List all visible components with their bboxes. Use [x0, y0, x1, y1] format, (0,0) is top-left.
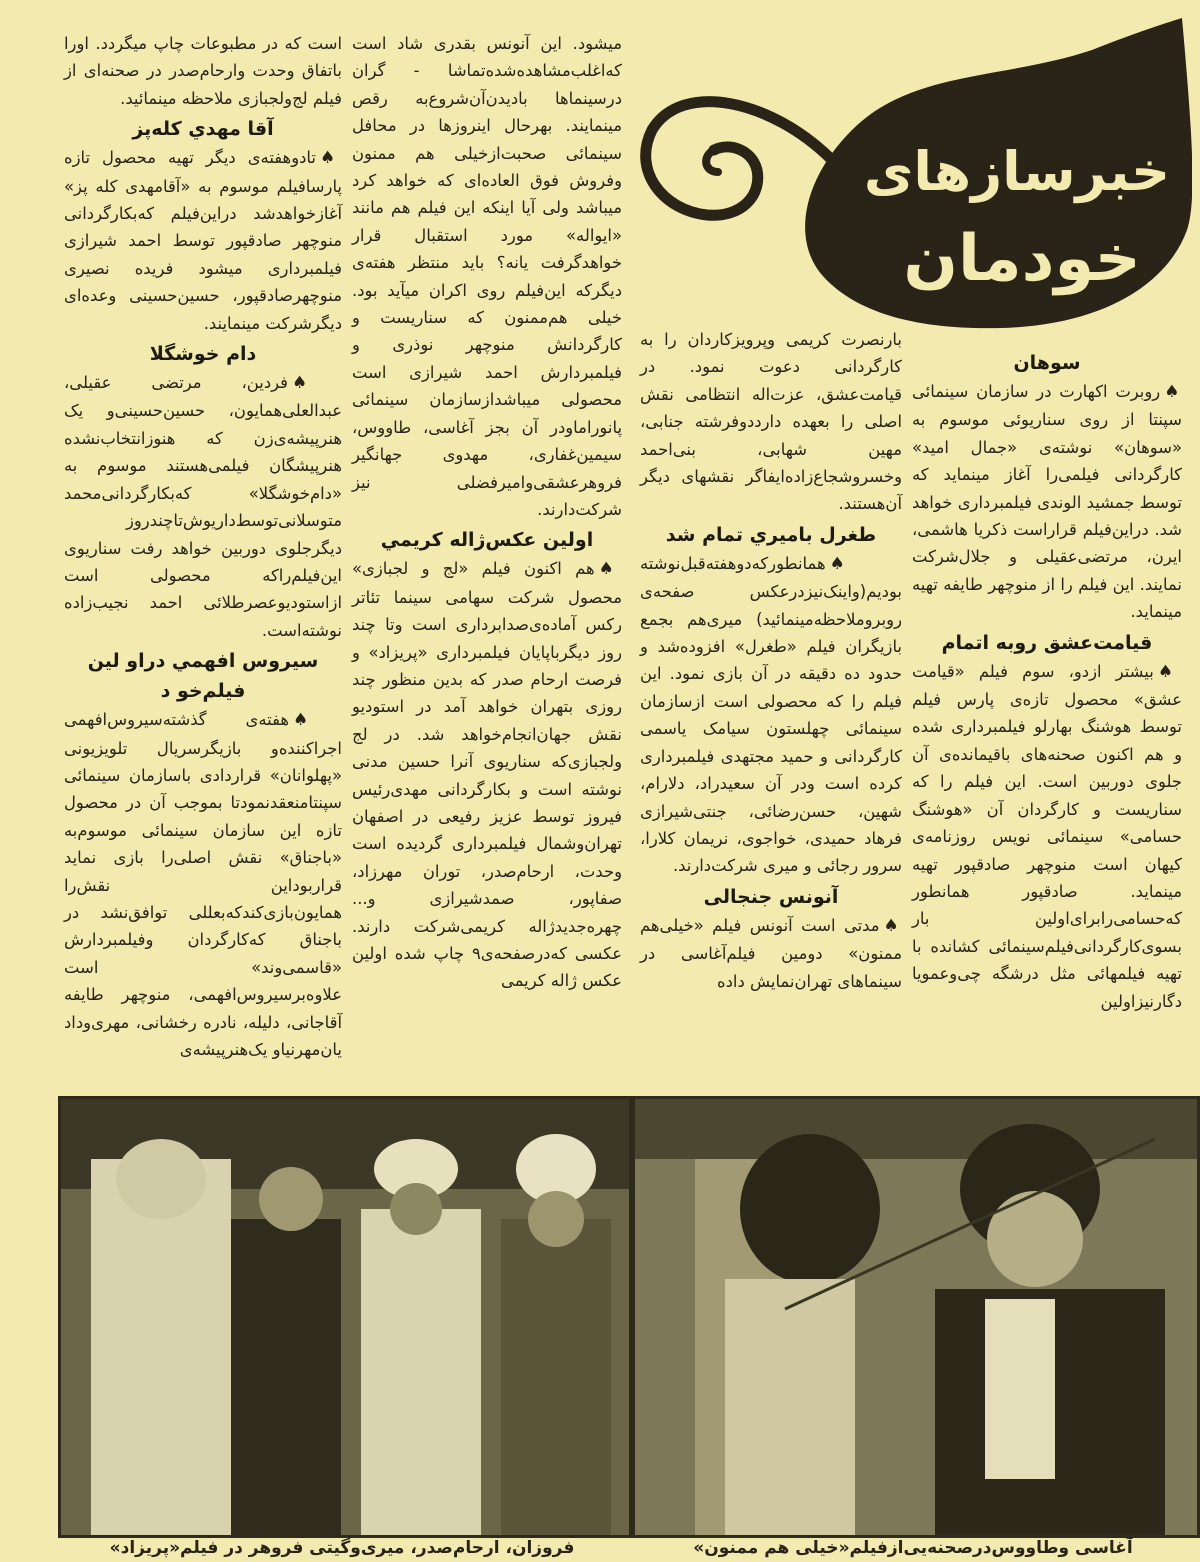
logo-line2: خودمان: [903, 222, 1141, 296]
paragraph: [64, 144, 342, 337]
logo-line1: خبرسازهای: [863, 140, 1171, 203]
heading-agha-mehdi: آقا مهدي كله‌پز: [132, 118, 274, 141]
paragraph-text: فردین، مرتضی عقیلی، عبدالعلی‌همایون، حسین‌حسینی‌و یک هنرپیشه‌ی‌زن که هنوزانتخاب‌نشده هنرپیشگان فیلمی‌هستند موسوم به «دام‌خوشگلا» که‌بکارگردانی‌محمد متوسلانی‌توسط‌داریوش‌تاچندروز دیگرجلوی دوربین خواهد رفت سناریوی این‌فیلم‌راکه محصولی است ازاستودیوعصرطلائی احمد نجیب‌زاده نوشته‌است.: [64, 373, 342, 640]
paragraph: [64, 369, 342, 644]
heading-sohan: سوهان: [1013, 352, 1081, 374]
paragraph-text: هم اکنون فیلم «لج و لجبازی» محصول شرکت سهامی سینما تئاتر رکس آماده‌ی‌صدابرداری است وتا چند روز دیگربا‌پایان فیلمبرداری «پریزاد» و فرصت ارحام صدر که بدین منظور چند روزی بتهران خواهد آمد در استودیو نقش جهان‌انجام‌خواهد شد. در لج ولجبازی‌که سناریوی آنرا حسین مدنی نوشته است و بکارگردانی مهدی‌رئیس فیروز توسط عزیز رفیعی در اصفهان تهران‌وشمال فیلمبرداری گردیده است وحدت، ارحام‌صدر، توران مهرزاد، صفاپور، صمد‌شیرازی و... چهره‌جدیدژاله کریمی‌شرکت دارند. عکسی که‌درصفحه‌ی۹ چاپ شده اولین عکس ژاله کریمی: [352, 559, 622, 991]
spade-icon: ♠: [319, 148, 342, 169]
heading-jaleh-karimi: اولين عكس‌ژاله كريمي: [380, 529, 594, 552]
section-logo: [622, 10, 1192, 340]
spade-icon: ♠: [829, 553, 902, 574]
paragraph-text: تادوهفته‌ی دیگر تهیه محصول تازه پارسافیلم موسوم به «آقامهدی کله پز» آغازخواهدشد دراین‌فیلم که‌بکارگردانی منوچهر صادقپور توسط احمد شیرازی فیلمبرداری میشود فریده نصیری منوچهرصادقپور، حسین‌حسینی وعده‌ای دیگرشرکت مینمایند.: [64, 148, 342, 333]
photo-parizad: [58, 1096, 632, 1538]
spade-icon: ♠: [1157, 661, 1183, 682]
paragraph: [352, 555, 622, 995]
paragraph: [64, 706, 342, 1063]
paragraph-text: همانطورکه‌دوهفته‌قبل‌نوشته بودیم(واینک‌نیزدرعکس صفحه‌ی روبرو‌ملاحظه‌مینمائید) میری‌هم بجمع بازیگران فیلم «طغرل» افزوده‌شد و حدود ده دقیقه در آن بازی نمود. این فیلم را که محصولی است ازسازمان سینمائی چهلستون سیامک یاسمی کارگردانی و حمید مجتهدی فیلمبرداری کرده است ودر آن سعیدراد، دلارام، شهین، حسن‌رضائی، جنتی‌شیرازی فرهاد حمیدی، خواجوی، نریمان کلارا، سرور رجائی و میری شرکت‌دارند.: [640, 553, 902, 876]
column-1: [912, 346, 1182, 1015]
paragraph: بارنصرت کریمی وپرویزکاردان را به کارگردانی دعوت نمود. در قیامت‌عشق، عزت‌اله انتظامی نقش اصلی را بعهده دارددوفرشته جنابی، مهین شهابی، بنی‌احمد وخسروشجاع‌زاده‌ایفاگر نقشهای دیگر آن‌هستند.: [640, 330, 902, 514]
caption-left: فروزان، ارحام‌صدر، میری‌وگیتی فروهر در فیلم«پریزاد»: [109, 1538, 575, 1558]
paragraph-text: روبرت اکهارت در سازمان سینمائی سپنتا از روی سناریوئی موسوم به «سوهان» نوشته‌ی «جمال امید» کارگردانی فیلمی‌را آغاز مینماید که توسط جمشید الوندی فیلمبرداری خواهد شد. دراین‌فیلم قراراست ذکریا هاشمی، ایرن، مرتضی‌عقیلی و جلال‌شرکت نمایند. این فیلم را از منوچهر طایفه تهیه مینماید.: [912, 382, 1182, 622]
heading-dam-khoshgela: دام خوشگلا: [149, 343, 257, 366]
paragraph: است که در مطبوعات چاپ میگردد. اورا باتفاق وحدت وارحام‌صدر در صحنه‌ای از فیلم لج‌ولجبازی ملاحظه مینمائید.: [64, 34, 342, 108]
spade-icon: ♠: [598, 559, 622, 580]
paragraph: میشود. این آنونس بقدری شاد است که‌اغلب‌مشاهده‌شده‌تماشا - گران درسینماها بادیدن‌آن‌شروع‌به رقص مینمایند. بهرحال اینروزها در محافل سینمائی صحبت‌ازخیلی هم ممنون وفروش فوق العاده‌ای که خواهد کرد میباشد ولی آیا اینکه این فیلم هم مانند «ایواله» مورد استقبال قرار خواهدگرفت یانه؟ باید منتظر هفته‌ی دیگرکه این‌فیلم روی اکران میآید بود. خیلی هم‌ممنون که سناریست و کارگردانش منوچهر نوذری و فیلمبردارش احمد شیرازی است محصولی میباشدازسازمان سینمائی پانوراماودر آن بجز آغاسی، طاووس، سیمین‌غفاری، مهدوی جهانگیر فروهر‌عشقی‌وامیر‌فضلی نیز شرکت‌دارند.: [352, 34, 622, 519]
heading-sirous-afhami: سيروس افهمي دراو لين فيلم‌خو د: [87, 650, 319, 703]
paragraph: [912, 378, 1182, 626]
spade-icon: ♠: [1164, 382, 1182, 402]
paragraph: [640, 550, 902, 880]
heading-anons: آنونس جنجالی: [703, 885, 839, 908]
column-4: [64, 30, 342, 1063]
column-2: [640, 326, 902, 995]
heading-qiamat-eshgh: قیامت‌عشق روبه اتمام: [941, 631, 1153, 654]
paragraph-text: مدتی است آنونس فیلم «خیلی‌هم ممنون» دومین فیلم‌آغاسی در سینماهای تهران‌نمایش داده: [640, 915, 902, 991]
paragraph: [640, 912, 902, 995]
paragraph-text: هفته‌ی گذشته‌سیروس‌افهمی اجراکننده‌و بازیگرسریال تلویزیونی «پهلوانان» قراردادی باسازمان سینمائی سپنتامنعقدنمودتا بموجب آن در محصول تازه این سازمان سینمائی موسوم‌به «باجناق» نقش اصلی‌را بازی نماید قراربوداین نقش‌را همایون‌بازی‌کندکه‌بعللی توافق‌نشد در باجناق که‌کارگردان وفیلمبردارش «قاسمی‌وند» است علاوه‌برسیروس‌افهمی، منوچهر طایفه آقاجانی، دلیله، نادره رخشانی، مهری‌وداد یان‌مهرنیاو یک‌هنرپیشه‌ی: [64, 710, 342, 1059]
caption-right: آغاسی وطاووس‌درصحنه‌یی‌ازفیلم«خیلی هم ممنون»: [693, 1538, 1133, 1558]
heading-toghrol: طغرل باميري تمام شد: [665, 523, 877, 546]
paragraph-text: بیشتر ازدو، سوم فیلم «قیامت عشق» محصول تازه‌ی پارس فیلم توسط هوشنگ بهارلو فیلمبرداری شده و هم اکنون صحنه‌های باقیمانده‌ی آن جلوی دوربین است. این فیلم را که سناریست و کارگردان آن «هوشنگ حسامی» سینمائی نویس روزنامه‌ی کیهان است منوچهر صادقپور تهیه مینماید. صادقپور همانطور که‌حسامی‌رابرای‌اولین بار بسوی‌کارگردانی‌فیلم‌سینمائی کشانده با تهیه فیلمهائی مثل درشگه چی‌وعمویا دگارنیزاولین: [912, 661, 1182, 1011]
column-3: [352, 30, 622, 995]
photo-kheili-ham-mamnoon: [632, 1096, 1200, 1538]
spade-icon: ♠: [883, 915, 902, 936]
paragraph: [912, 658, 1182, 1015]
paisley-logo-icon: [622, 10, 1192, 340]
spade-icon: ♠: [293, 710, 342, 731]
spade-icon: ♠: [292, 373, 342, 394]
